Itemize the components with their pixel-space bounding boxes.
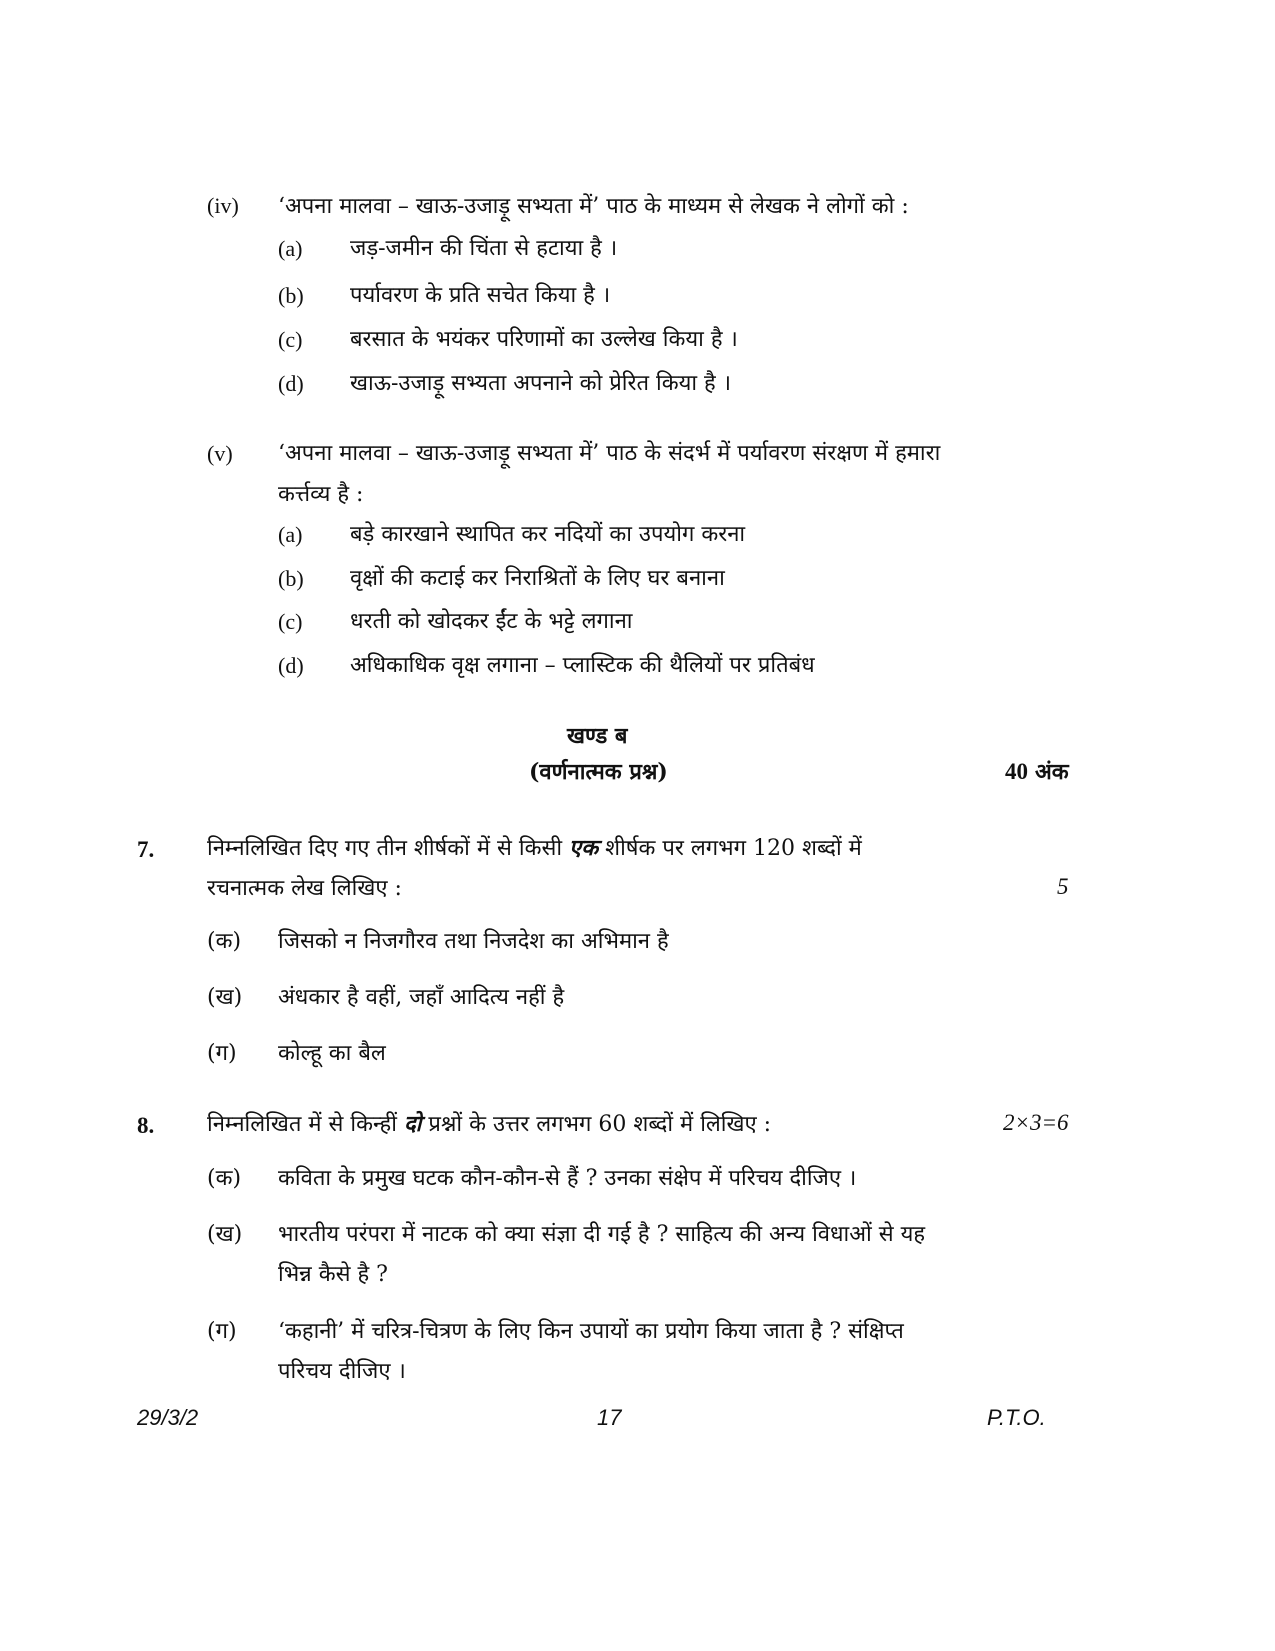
question-8-text-end: प्रश्नों के उत्तर लगभग 60 शब्दों में लिखिए : [428,1112,772,1137]
option-label: (c) [278,327,303,352]
question-8-emphasis: दो [403,1111,422,1137]
option-text: भारतीय परंपरा में नाटक को क्या संज्ञा दी गई है ? साहित्य की अन्य विधाओं से यह [278,1222,926,1247]
section-marks-word: अंक [1035,759,1069,785]
option-label: (क) [207,929,242,954]
option-text: धरती को खोदकर ईंट के भट्टे लगाना [350,609,633,634]
option-label: (b) [278,566,304,591]
section-title: खण्ड ब [567,723,628,749]
option-text: बड़े कारखाने स्थापित कर नदियों का उपयोग करना [350,522,746,547]
option-label: (ख) [207,985,243,1010]
question-v-label: (v) [207,441,233,466]
option-text-continued: भिन्न कैसे है ? [278,1262,388,1287]
option-text: पर्यावरण के प्रति सचेत किया है । [350,283,611,308]
option-label: (d) [278,653,304,678]
option-label: (d) [278,371,304,396]
option-label: (a) [278,522,303,547]
option-text: कविता के प्रमुख घटक कौन-कौन-से हैं ? उनका संक्षेप में परिचय दीजिए । [278,1166,857,1191]
question-8-number: 8. [137,1113,155,1138]
option-text: ‘कहानी’ में चरित्र-चित्रण के लिए किन उपायों का प्रयोग किया जाता है ? संक्षिप्त [278,1319,904,1344]
question-8-marks: 2×3=6 [1003,1110,1069,1135]
option-text: खाऊ-उजाड़ू सभ्यता अपनाने को प्रेरित किया है । [350,371,732,396]
question-iv-text: ‘अपना मालवा – खाऊ-उजाड़ू सभ्यता में’ पाठ के माध्यम से लेखक ने लोगों को : [278,194,909,219]
question-7-text-continued: रचनात्मक लेख लिखिए : [207,876,402,901]
option-label: (क) [207,1166,242,1191]
option-text: जिसको न निजगौरव तथा निजदेश का अभिमान है [278,929,669,954]
option-text: कोल्हू का बैल [278,1041,386,1066]
option-text: बरसात के भयंकर परिणामों का उल्लेख किया है । [350,327,738,352]
option-text: अधिकाधिक वृक्ष लगाना – प्लास्टिक की थैलियों पर प्रतिबंध [350,653,815,678]
question-8-text [207,1108,771,1138]
option-text: जड़-जमीन की चिंता से हटाया है । [350,236,618,261]
question-7-text-end: शीर्षक पर लगभग 120 शब्दों में [605,836,862,861]
option-label: (b) [278,283,304,308]
question-7-emphasis: एक [569,835,599,861]
section-subtitle: (वर्णनात्मक प्रश्न) [529,759,668,785]
pto-label: P.T.O. [987,1405,1046,1430]
question-iv-label: (iv) [207,193,239,218]
section-marks [1005,756,1069,786]
question-v-text-continued: कर्त्तव्य है : [278,482,364,507]
question-8-text-start: निम्नलिखित में से किन्हीं [207,1112,397,1137]
option-label: (c) [278,609,303,634]
option-label: (ग) [207,1319,237,1344]
option-label: (ग) [207,1041,237,1066]
option-label: (ख) [207,1222,243,1247]
option-text-continued: परिचय दीजिए । [278,1359,406,1384]
option-text: वृक्षों की कटाई कर निराश्रितों के लिए घर बनाना [350,566,725,591]
question-7-number: 7. [137,837,155,862]
option-text: अंधकार है वहीं, जहाँ आदित्य नहीं है [278,985,565,1010]
question-7-text-start: निम्नलिखित दिए गए तीन शीर्षकों में से किसी [207,836,563,861]
option-label: (a) [278,236,303,261]
question-v-text: ‘अपना मालवा – खाऊ-उजाड़ू सभ्यता में’ पाठ के संदर्भ में पर्यावरण संरक्षण में हमारा [278,441,941,466]
question-7-marks: 5 [1057,874,1069,899]
question-7-text [207,832,862,862]
section-marks-number: 40 [1005,759,1028,784]
page-number: 17 [597,1405,622,1430]
paper-code: 29/3/2 [137,1405,199,1430]
